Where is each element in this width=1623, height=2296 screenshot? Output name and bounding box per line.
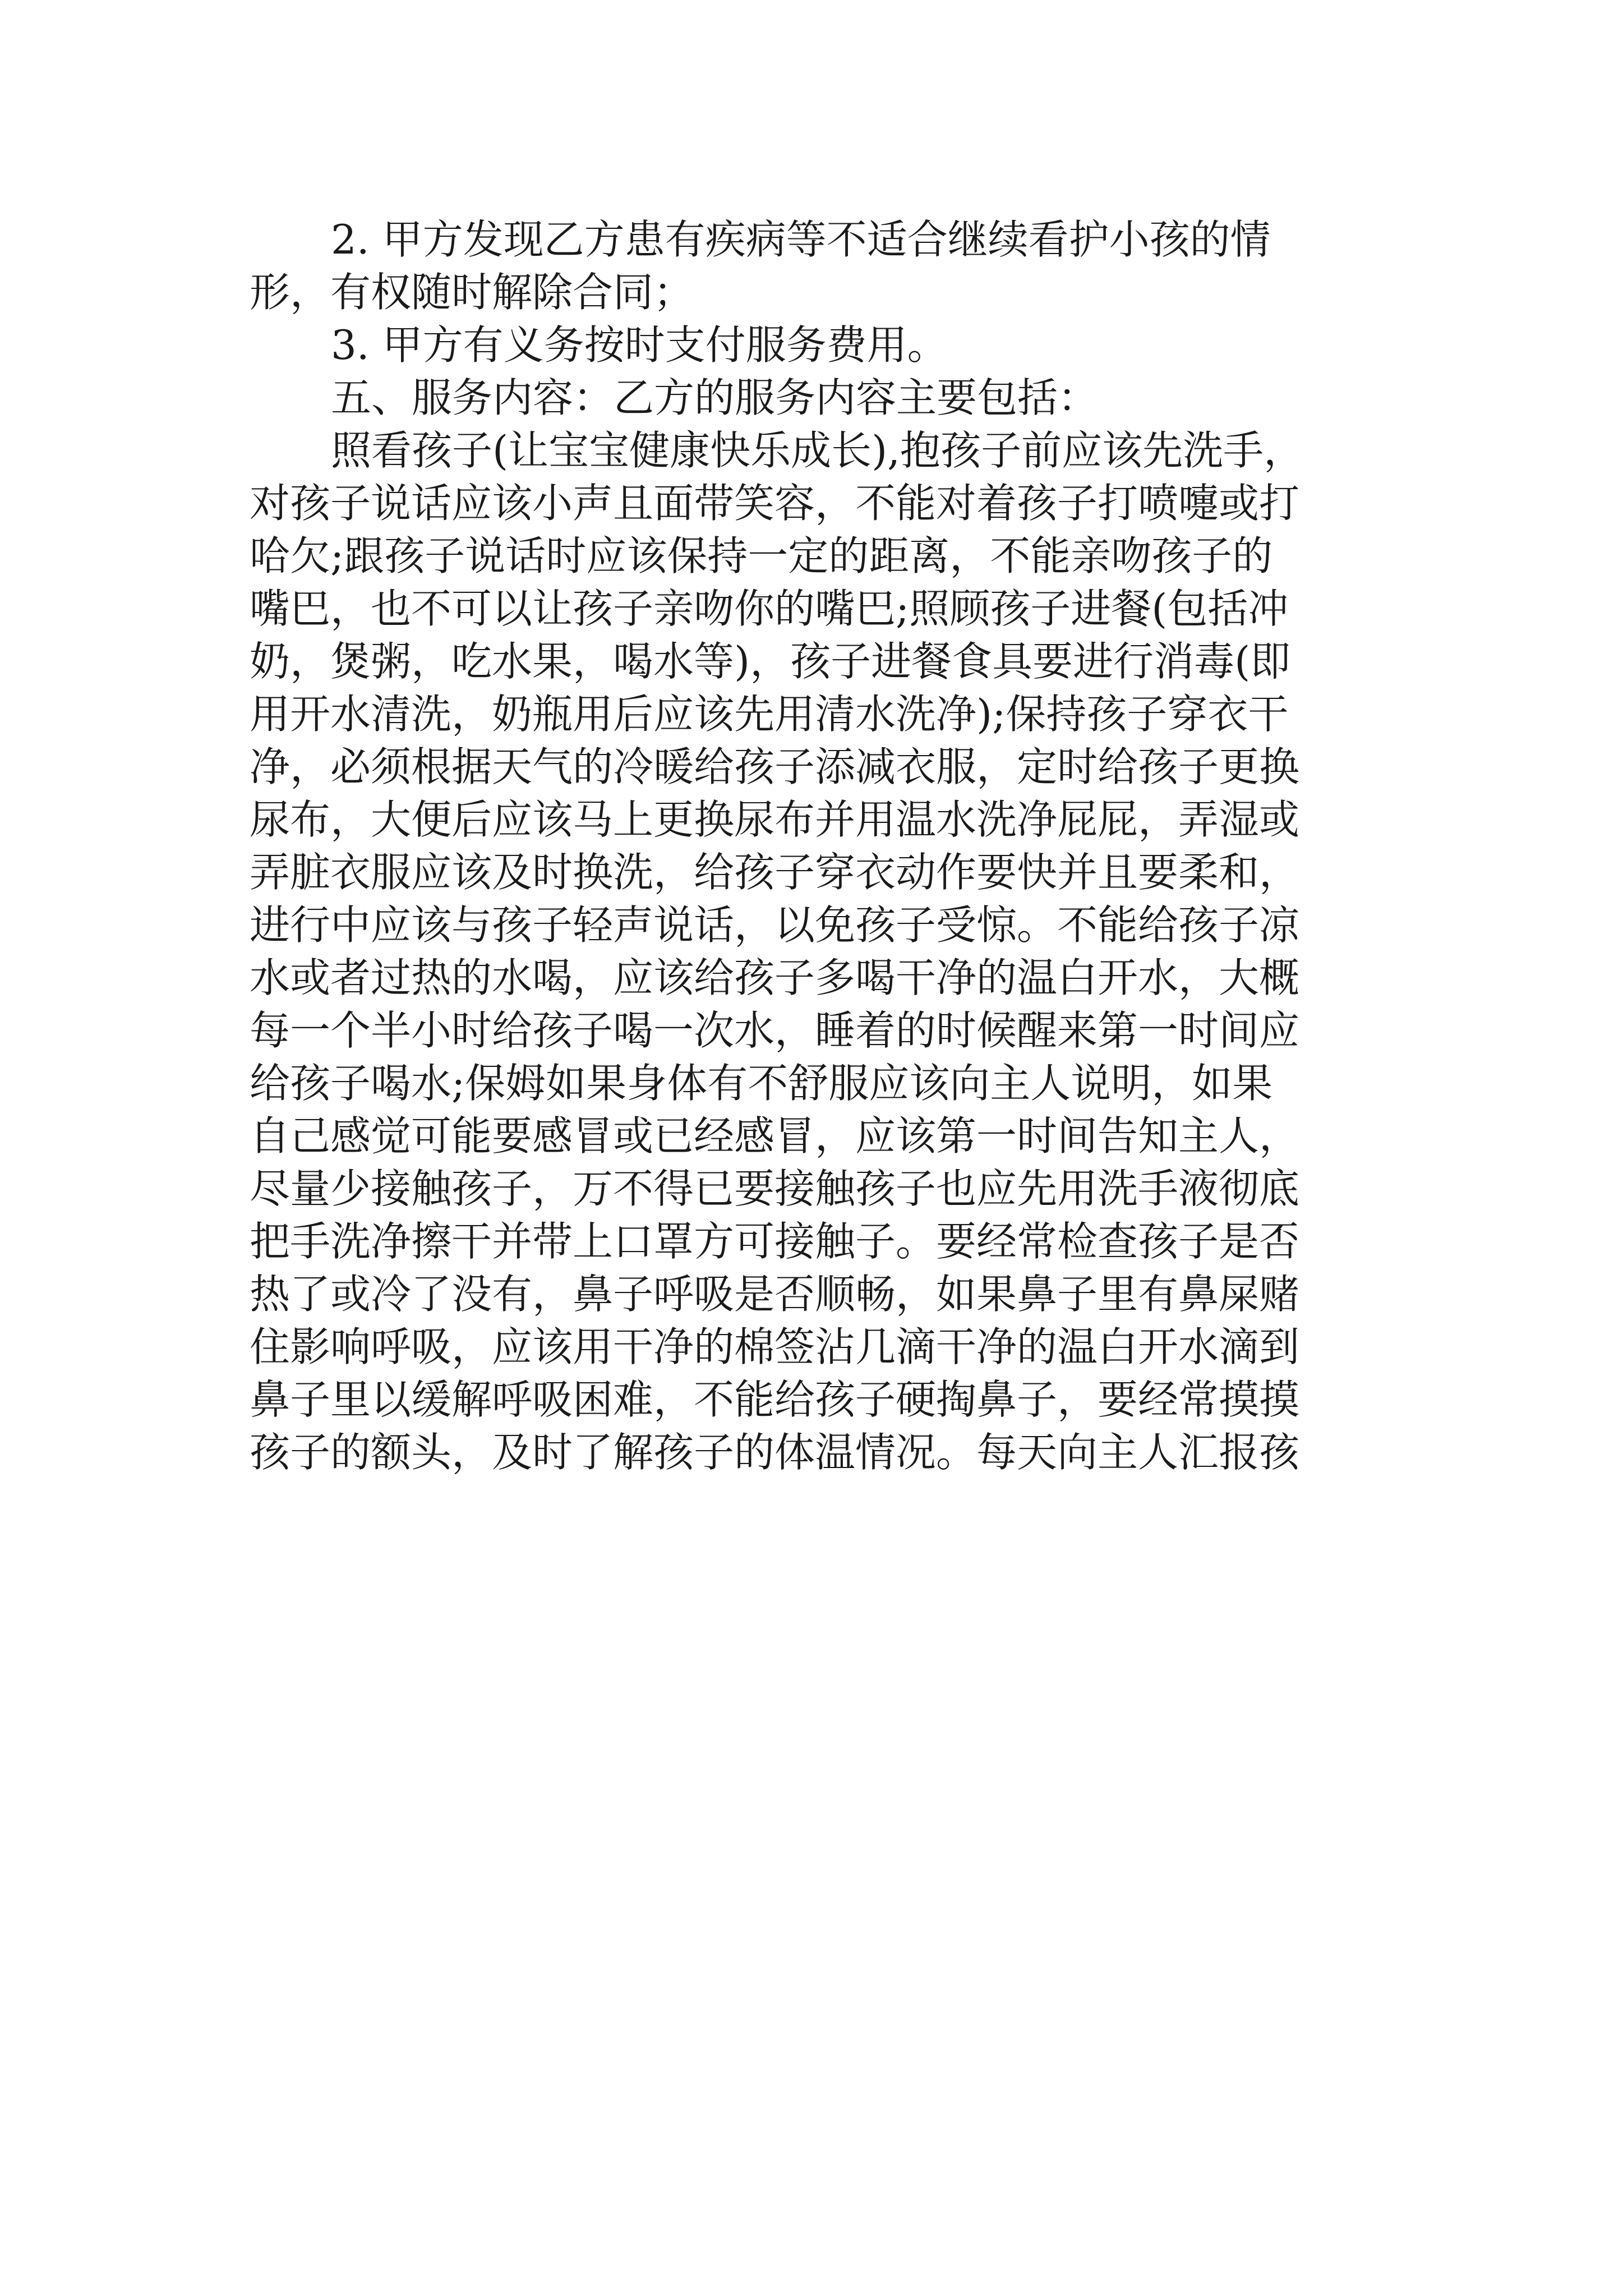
text-line: 尽量少接触孩子，万不得已要接触孩子也应先用洗手液彻底 xyxy=(250,1165,1300,1212)
text-line: 自己感觉可能要感冒或已经感冒，应该第一时间告知主人， xyxy=(250,1112,1300,1159)
text-line: 奶，煲粥，吃水果，喝水等)，孩子进餐食具要进行消毒(即 xyxy=(250,638,1291,685)
section-heading-service-content: 五、服务内容：乙方的服务内容主要包括： xyxy=(331,374,1099,421)
text-line: 用开水清洗，奶瓶用后应该先用清水洗净);保持孩子穿衣干 xyxy=(250,691,1289,738)
text-line: 净，必须根据天气的冷暖给孩子添减衣服，定时给孩子更换 xyxy=(250,743,1300,790)
text-line: 住影响呼吸，应该用干净的棉签沾几滴干净的温白开水滴到 xyxy=(250,1323,1300,1370)
text-line: 给孩子喝水;保姆如果身体有不舒服应该向主人说明，如果 xyxy=(250,1060,1273,1107)
text-line: 嘴巴，也不可以让孩子亲吻你的嘴巴;照顾孩子进餐(包括冲 xyxy=(250,585,1289,632)
text-line-clause-2: 2. 甲方发现乙方患有疾病等不适合继续看护小孩的情 xyxy=(331,216,1271,263)
text-line: 水或者过热的水喝，应该给孩子多喝干净的温白开水，大概 xyxy=(250,954,1300,1001)
text-line: 尿布，大便后应该马上更换尿布并用温水洗净屁屁，弄湿或 xyxy=(250,796,1300,843)
text-line: 对孩子说话应该小声且面带笑容，不能对着孩子打喷嚏或打 xyxy=(250,480,1300,527)
text-line: 进行中应该与孩子轻声说话，以免孩子受惊。不能给孩子凉 xyxy=(250,901,1300,949)
text-line: 孩子的额头，及时了解孩子的体温情况。每天向主人汇报孩 xyxy=(250,1429,1300,1476)
text-line: 弄脏衣服应该及时换洗，给孩子穿衣动作要快并且要柔和， xyxy=(250,849,1300,896)
text-line-paragraph-start: 照看孩子(让宝宝健康快乐成长),抱孩子前应该先洗手， xyxy=(331,427,1304,474)
text-line: 鼻子里以缓解呼吸困难，不能给孩子硬掏鼻子，要经常摸摸 xyxy=(250,1376,1300,1423)
document-body xyxy=(250,213,1382,1479)
text-line: 形，有权随时解除合同； xyxy=(250,269,694,316)
text-line-clause-3: 3. 甲方有义务按时支付服务费用。 xyxy=(331,321,948,369)
text-line: 每一个半小时给孩子喝一次水，睡着的时候醒来第一时间应 xyxy=(250,1007,1300,1054)
text-line: 哈欠;跟孩子说话时应该保持一定的距离，不能亲吻孩子的 xyxy=(250,532,1273,579)
text-line: 把手洗净擦干并带上口罩方可接触子。要经常检查孩子是否 xyxy=(250,1218,1300,1265)
text-line: 热了或冷了没有，鼻子呼吸是否顺畅，如果鼻子里有鼻屎赌 xyxy=(250,1271,1300,1318)
